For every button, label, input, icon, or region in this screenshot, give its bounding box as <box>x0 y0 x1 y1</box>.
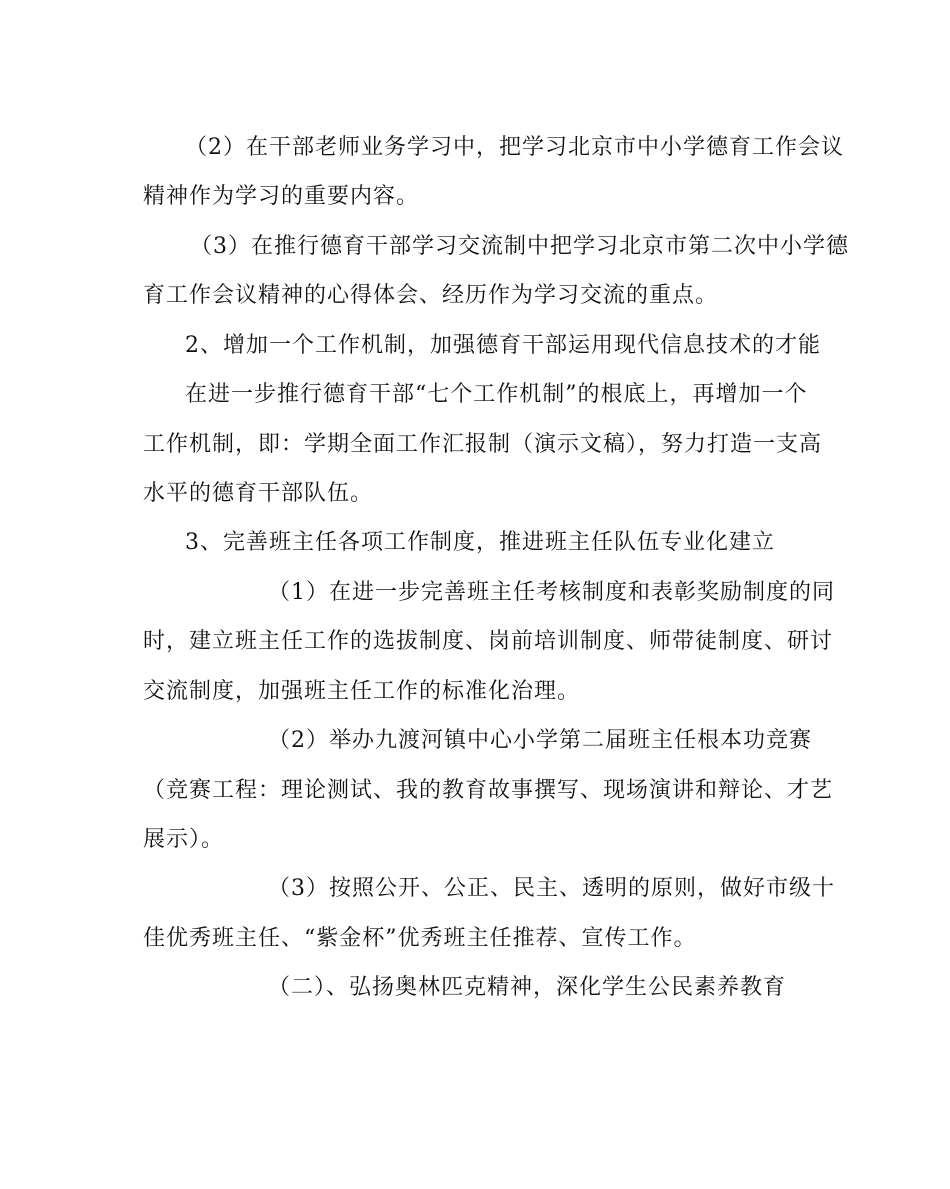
text-line: 展示）。 <box>143 827 225 852</box>
text-line: （3）在推行德育干部学习交流制中把学习北京市第二次中小学德 <box>190 234 849 259</box>
text-line: （竞赛工程：理论测试、我的教育故事撰写、现场演讲和辩论、才艺 <box>143 778 834 803</box>
text-line: （2）在干部老师业务学习中，把学习北京市中小学德育工作会议 <box>185 135 844 160</box>
text-line: （2）举办九渡河镇中心小学第二届班主任根本功竞赛 <box>268 728 812 753</box>
text-line: 交流制度，加强班主任工作的标准化治理。 <box>143 679 581 704</box>
text-line: 佳优秀班主任、“紫金杯”优秀班主任推荐、宣传工作。 <box>143 926 697 951</box>
text-line: 在进一步推行德育干部“七个工作机制”的根底上，再增加一个 <box>185 382 808 407</box>
section-heading: 3、完善班主任各项工作制度，推进班主任队伍专业化建立 <box>185 530 775 555</box>
text-line: 育工作会议精神的心得体会、经历作为学习交流的重点。 <box>143 283 719 308</box>
text-line: 水平的德育干部队伍。 <box>143 481 374 506</box>
section-heading: （二）、弘扬奥林匹克精神，深化学生公民素养教育 <box>268 975 787 1000</box>
text-line: （1）在进一步完善班主任考核制度和表彰奖励制度的同 <box>268 580 835 605</box>
text-line: （3）按照公开、公正、民主、透明的原则，做好市级十 <box>268 876 835 901</box>
text-line: 工作机制，即：学期全面工作汇报制（演示文稿），努力打造一支高 <box>143 432 823 457</box>
text-line: 时，建立班主任工作的选拔制度、岗前培训制度、师带徒制度、研讨 <box>143 629 834 654</box>
section-heading: 2、增加一个工作机制，加强德育干部运用现代信息技术的才能 <box>185 333 821 358</box>
text-line: 精神作为学习的重要内容。 <box>143 184 420 209</box>
